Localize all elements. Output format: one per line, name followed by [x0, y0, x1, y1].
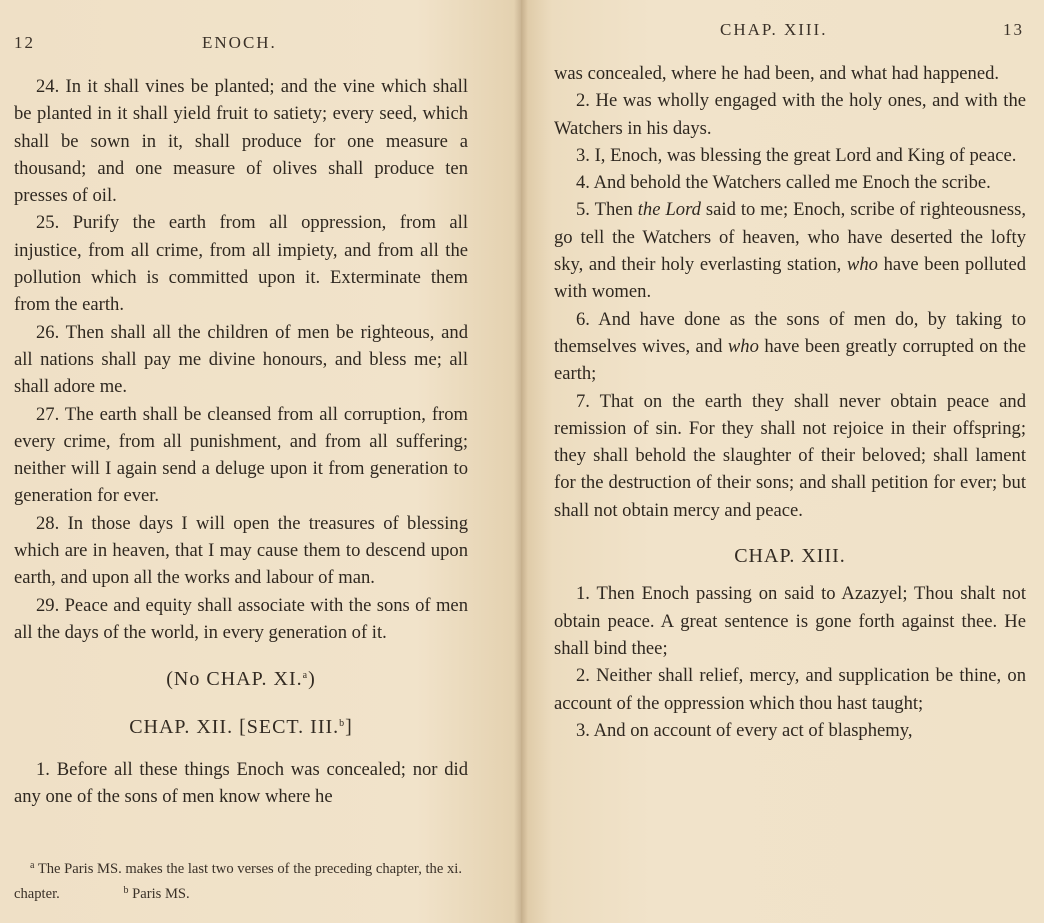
chap-xiii-verse-2: 2. Neither shall relief, mercy, and supplication be thine, on account of the oppression which thou hast taught; — [554, 665, 1026, 714]
right-running-head: CHAP. XIII. — [720, 20, 828, 39]
right-body — [554, 60, 1026, 744]
verse-28: 28. In those days I will open the treasures of blessing which are in heaven, that I may cause them to descend upon earth, and upon all the works and labour of man. — [14, 512, 468, 589]
verse-5-part-b: said to me; Enoch, scribe of righteousness, go tell the Watchers of heaven, who have deserted the lofty sky, and their holy everlasting station, — [554, 199, 1026, 276]
footnote-a — [14, 855, 468, 905]
book-gutter — [514, 0, 528, 923]
chap-xiii-heading: CHAP. XIII. — [734, 545, 846, 568]
verse-6 — [554, 306, 1026, 388]
left-page — [0, 0, 521, 923]
verse-5-italic-who: who — [846, 254, 878, 276]
left-running-head: ENOCH. — [202, 33, 277, 52]
footnote-a-mark: a — [30, 860, 35, 871]
verse-6-part-b: have been greatly corrupted on the earth; — [554, 335, 1026, 385]
footnotes — [14, 855, 468, 905]
footnote-a-text: The Paris MS. makes the last two verses of the preceding chapter, the xi. chapter. — [14, 861, 462, 902]
chap-xii-close: ] — [345, 715, 353, 738]
verse-26: 26. Then shall all the children of men be righteous, and all nations shall pay me divine honours, and bless me; all shall adore me. — [14, 321, 468, 398]
left-body — [14, 73, 468, 810]
verse-25: 25. Purify the earth from all oppression, from all injustice, from all crime, from all impiety, and from all the pollution which is committed upon it. Exterminate them from the earth. — [14, 212, 468, 316]
right-page — [521, 0, 1044, 923]
chap-xii-text: CHAP. XII. [SECT. III. — [129, 715, 340, 738]
verse-6-part-a: 6. And have done as the sons of men do, by taking to themselves wives, and — [554, 308, 1026, 357]
chap-xii-verse-1: 1. Before all these things Enoch was concealed; nor did any one of the sons of men know where he — [14, 758, 468, 808]
verse-7: 7. That on the earth they shall never obtain peace and remission of sin. For they shall not rejoice in their offspring; they shall behold the slaughter of their beloved; shall lament for the destruction of their sons; and shall petition for ever; but shall not obtain mercy and peace. — [554, 390, 1026, 521]
chap-xiii-verse-3: 3. And on account of every act of blasphemy, — [576, 719, 913, 741]
no-chap-xi-text: (No CHAP. XI. — [166, 668, 303, 691]
note-a-marker: a — [302, 670, 309, 682]
no-chap-xi-heading — [14, 666, 468, 693]
left-page-number: 12 — [14, 33, 35, 52]
note-b-marker: b — [339, 717, 346, 729]
chap-xii-heading — [14, 714, 468, 741]
verse-4: 4. And behold the Watchers called me Enoch the scribe. — [576, 172, 991, 194]
verse-29: 29. Peace and equity shall associate with the sons of men all the days of the world, in every generation of it. — [14, 594, 468, 643]
footnote-b-text: Paris MS. — [132, 886, 190, 902]
footnote-b-mark: b — [123, 885, 129, 896]
continuation-text: was concealed, where he had been, and what had happened. — [554, 63, 1000, 84]
right-page-number: 13 — [1003, 20, 1024, 39]
chap-xiii-verse-1: 1. Then Enoch passing on said to Azazyel; Thou shalt not obtain peace. A great sentence is gone forth against thee. He shall bind thee; — [554, 583, 1026, 659]
verse-5-part-c: have been polluted with women. — [554, 254, 1026, 303]
verse-24: 24. In it shall vines be planted; and the vine which shall be planted in it shall yield fruit to satiety; every seed, which shall be sown in it, shall produce for one measure a thousand; and one measure of olives shall produce ten presses of oil. — [14, 76, 468, 207]
verse-3: 3. I, Enoch, was blessing the great Lord and King of peace. — [576, 144, 1017, 166]
verse-6-italic-who: who — [727, 335, 759, 357]
verse-27: 27. The earth shall be cleansed from all corruption, from every crime, from all punishment, and from all suffering; neither will I again send a deluge upon it from generation to generation for ever. — [14, 403, 468, 507]
verse-2: 2. He was wholly engaged with the holy ones, and with the Watchers in his days. — [554, 90, 1026, 139]
verse-5 — [554, 196, 1026, 305]
verse-5-italic-lord: the Lord — [637, 199, 701, 221]
no-chap-xi-close: ) — [308, 668, 316, 691]
footnote-b — [123, 886, 189, 902]
verse-5-part-a: 5. Then — [576, 199, 638, 221]
